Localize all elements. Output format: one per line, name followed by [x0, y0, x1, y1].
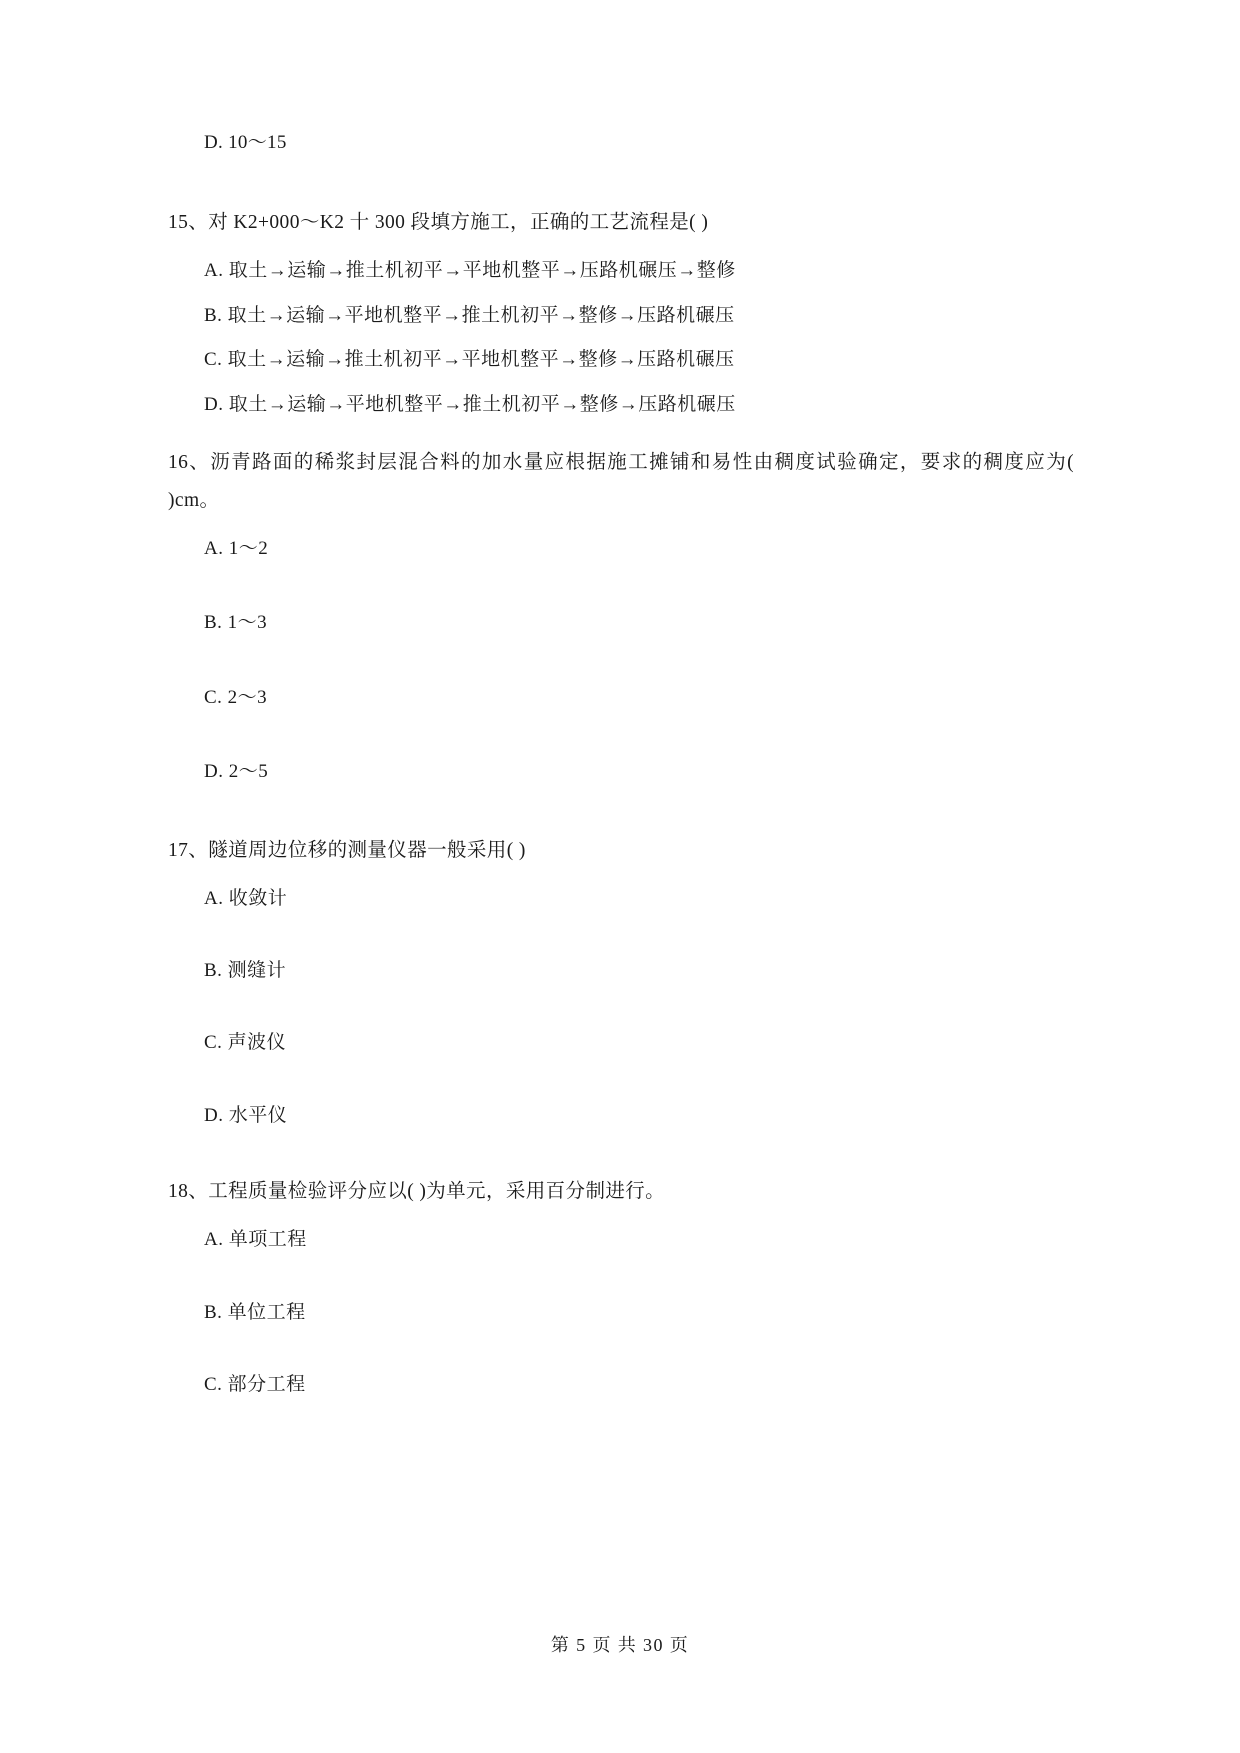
question-15-option-c[interactable]: C. 取土→运输→推土机初平→平地机整平→整修→压路机碾压	[204, 349, 735, 371]
question-16-option-d[interactable]: D. 2～5	[204, 761, 269, 783]
question-18-option-a[interactable]: A. 单项工程	[204, 1229, 307, 1251]
question-15-option-d[interactable]: D. 取土→运输→平地机整平→推土机初平→整修→压路机碾压	[204, 393, 736, 415]
question-16-option-c[interactable]: C. 2～3	[204, 686, 268, 708]
question-15-option-b[interactable]: B. 取土→运输→平地机整平→推土机初平→整修→压路机碾压	[204, 304, 735, 326]
question-17-option-d[interactable]: D. 水平仪	[204, 1104, 288, 1126]
question-18	[168, 1173, 1074, 1400]
question-15	[168, 204, 1074, 420]
question-17-option-a[interactable]: A. 收敛计	[204, 887, 288, 909]
question-18-stem: 18、工程质量检验评分应以( )为单元，采用百分制进行。	[168, 1181, 666, 1203]
question-18-option-c[interactable]: C. 部分工程	[204, 1373, 306, 1395]
page-footer: 第 5 页 共 30 页	[550, 1635, 690, 1655]
question-17	[168, 832, 1074, 1132]
question-16-option-b[interactable]: B. 1～3	[204, 612, 268, 634]
page-content	[168, 128, 1074, 1442]
question-16-option-a[interactable]: A. 1～2	[204, 538, 269, 559]
question-17-option-c[interactable]: C. 声波仪	[204, 1032, 287, 1054]
question-18-option-b[interactable]: B. 单位工程	[204, 1301, 306, 1323]
orphan-option-d: D. 10～15	[204, 132, 287, 153]
question-15-stem: 15、对 K2+000～K2 十 300 段填方施工，正确的工艺流程是( )	[168, 212, 709, 234]
question-17-stem: 17、隧道周边位移的测量仪器一般采用( )	[168, 839, 526, 861]
question-16-stem: 16、沥青路面的稀浆封层混合料的加水量应根据施工摊铺和易性由稠度试验确定，要求的稠度应为( )cm。	[168, 451, 1074, 511]
question-16	[168, 444, 1074, 788]
question-17-option-b[interactable]: B. 测缝计	[204, 959, 287, 981]
question-15-option-a[interactable]: A. 取土→运输→推土机初平→平地机整平→压路机碾压→整修	[204, 260, 736, 282]
